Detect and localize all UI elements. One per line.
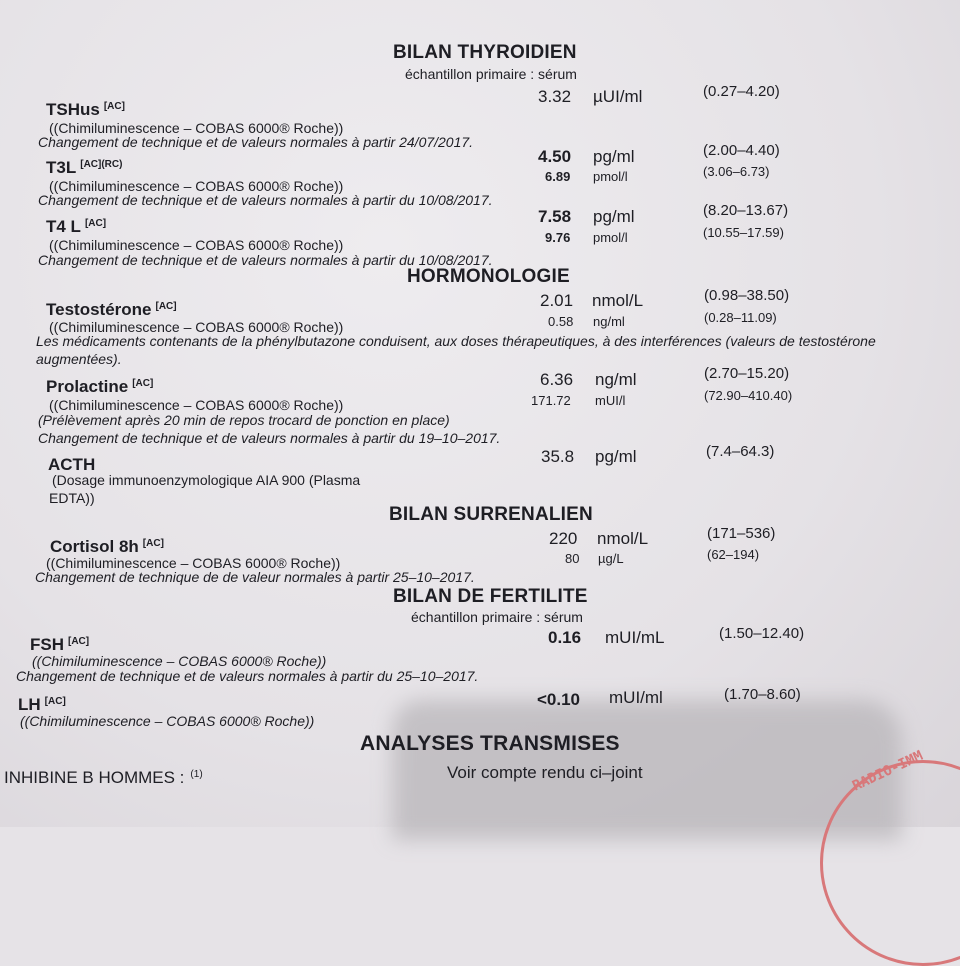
test-result-inhibine: Voir compte rendu ci–joint (447, 763, 643, 782)
test-range-tsh: (0.27–4.20) (703, 83, 780, 100)
test-unit-lh: mUI/ml (609, 688, 663, 707)
test-unit-acth: pg/ml (595, 447, 637, 466)
test-unit-testosterone: nmol/L (592, 291, 644, 310)
test-name-t4l: T4 L [AC] (46, 217, 107, 236)
test-unit-fsh: mUI/mL (605, 628, 665, 647)
test-range-t4l: (8.20–13.67) (703, 202, 789, 219)
section-title-fertilite: BILAN DE FERTILITE (393, 586, 588, 607)
test-name-prolactine: Prolactine [AC] (46, 377, 154, 396)
test-range2-cortisol: (62–194) (707, 547, 760, 562)
test-value2-prolactine: 171.72 (531, 393, 571, 408)
test-method-acth-cont: EDTA)) (49, 490, 95, 506)
test-unit2-prolactine: mUI/l (595, 393, 626, 408)
test-value-lh: <0.10 (537, 690, 581, 709)
test-name-acth: ACTH (48, 455, 96, 474)
lab-stamp-text: RADIO-IMM (850, 747, 926, 795)
test-name-cortisol: Cortisol 8h [AC] (50, 537, 164, 556)
test-method-tsh: ((Chimiluminescence – COBAS 6000® Roche)) (49, 120, 344, 136)
test-note-t4l: Changement de technique et de valeurs normales à partir du 10/08/2017. (38, 252, 493, 268)
test-method-cortisol: ((Chimiluminescence – COBAS 6000® Roche)) (46, 555, 341, 571)
test-range2-testosterone: (0.28–11.09) (704, 310, 777, 325)
test-value-t3l: 4.50 (538, 147, 572, 166)
test-value2-testosterone: 0.58 (548, 314, 574, 329)
test-note-t3l: Changement de technique et de valeurs normales à partir du 10/08/2017. (38, 192, 493, 208)
test-name-lh: LH [AC] (18, 695, 66, 714)
test-name-t3l: T3L $^{[AC](RC)}$ (46, 158, 123, 177)
test-range-lh: (1.70–8.60) (724, 686, 801, 703)
test-value-cortisol: 220 (549, 529, 578, 548)
test-method-t4l: ((Chimiluminescence – COBAS 6000® Roche)) (49, 237, 344, 253)
sample-type-fertilite: échantillon primaire : sérum (411, 609, 583, 625)
test-note-testosterone: Les médicaments contenants de la phénylbutazone conduisent, aux doses thérapeutiques, à des interférences (valeurs de testostérone (36, 333, 876, 349)
test-range-cortisol: (171–536) (707, 525, 776, 542)
test-method-acth: (Dosage immunoenzymologique AIA 900 (Plasma (52, 472, 361, 488)
test-method-prolactine: ((Chimiluminescence – COBAS 6000® Roche)) (49, 397, 344, 413)
test-value-prolactine: 6.36 (540, 370, 574, 389)
test-value-acth: 35.8 (541, 447, 575, 466)
section-title-surrenalien: BILAN SURRENALIEN (389, 504, 593, 525)
test-range-fsh: (1.50–12.40) (719, 625, 805, 642)
test-unit2-t4l: pmol/l (593, 230, 628, 245)
test-range2-t4l: (10.55–17.59) (703, 225, 784, 240)
test-method-lh: ((Chimiluminescence – COBAS 6000® Roche)) (20, 713, 315, 729)
test-method-t3l: ((Chimiluminescence – COBAS 6000® Roche)) (49, 178, 344, 194)
section-title-thyroid: BILAN THYROIDIEN (393, 42, 577, 63)
test-range2-prolactine: (72.90–410.40) (704, 388, 793, 403)
test-range-testosterone: (0.98–38.50) (704, 287, 790, 304)
test-note-testosterone-cont: augmentées). (36, 351, 122, 367)
test-range2-t3l: (3.06–6.73) (703, 164, 770, 179)
test-unit-t3l: pg/ml (593, 147, 635, 166)
section-title-transmises: ANALYSES TRANSMISES (360, 732, 620, 755)
test-name-inhibine: INHIBINE B HOMMES : $^{(1)}$ (4, 768, 203, 787)
test-value-fsh: 0.16 (548, 628, 582, 647)
test-value-testosterone: 2.01 (540, 291, 574, 310)
test-note-tsh: Changement de technique et de valeurs normales à partir 24/07/2017. (38, 134, 474, 150)
test-range-acth: (7.4–64.3) (706, 443, 775, 460)
test-note-prolactine: (Prélèvement après 20 min de repos trocard de ponction en place) (38, 412, 450, 428)
test-value2-cortisol: 80 (565, 551, 580, 566)
test-note-fsh: Changement de technique et de valeurs normales à partir du 25–10–2017. (16, 668, 479, 684)
sample-type-thyroid: échantillon primaire : sérum (405, 66, 577, 82)
test-range-prolactine: (2.70–15.20) (704, 365, 790, 382)
test-unit2-t3l: pmol/l (593, 169, 628, 184)
test-name-testosterone: Testostérone [AC] (46, 300, 177, 319)
test-range-t3l: (2.00–4.40) (703, 142, 780, 159)
test-unit-prolactine: ng/ml (595, 370, 637, 389)
test-value-t4l: 7.58 (538, 207, 572, 226)
test-name-fsh: FSH [AC] (30, 635, 90, 654)
test-value2-t3l: 6.89 (545, 169, 571, 184)
test-unit-tsh: µUI/ml (593, 87, 643, 106)
test-unit2-cortisol: µg/L (598, 551, 624, 566)
test-unit-t4l: pg/ml (593, 207, 635, 226)
test-unit2-testosterone: ng/ml (593, 314, 625, 329)
section-title-hormonologie: HORMONOLOGIE (407, 266, 570, 287)
test-value2-t4l: 9.76 (545, 230, 571, 245)
test-method-fsh: ((Chimiluminescence – COBAS 6000® Roche)) (32, 653, 327, 669)
test-value-tsh: 3.32 (538, 87, 572, 106)
test-method-testosterone: ((Chimiluminescence – COBAS 6000® Roche)) (49, 319, 344, 335)
test-name-tsh: TSHus [AC] (46, 100, 125, 119)
test-note-prolactine-change: Changement de technique et de valeurs normales à partir du 19–10–2017. (38, 430, 501, 446)
test-unit-cortisol: nmol/L (597, 529, 649, 548)
test-note-cortisol: Changement de technique de de valeur normales à partir 25–10–2017. (35, 569, 475, 585)
